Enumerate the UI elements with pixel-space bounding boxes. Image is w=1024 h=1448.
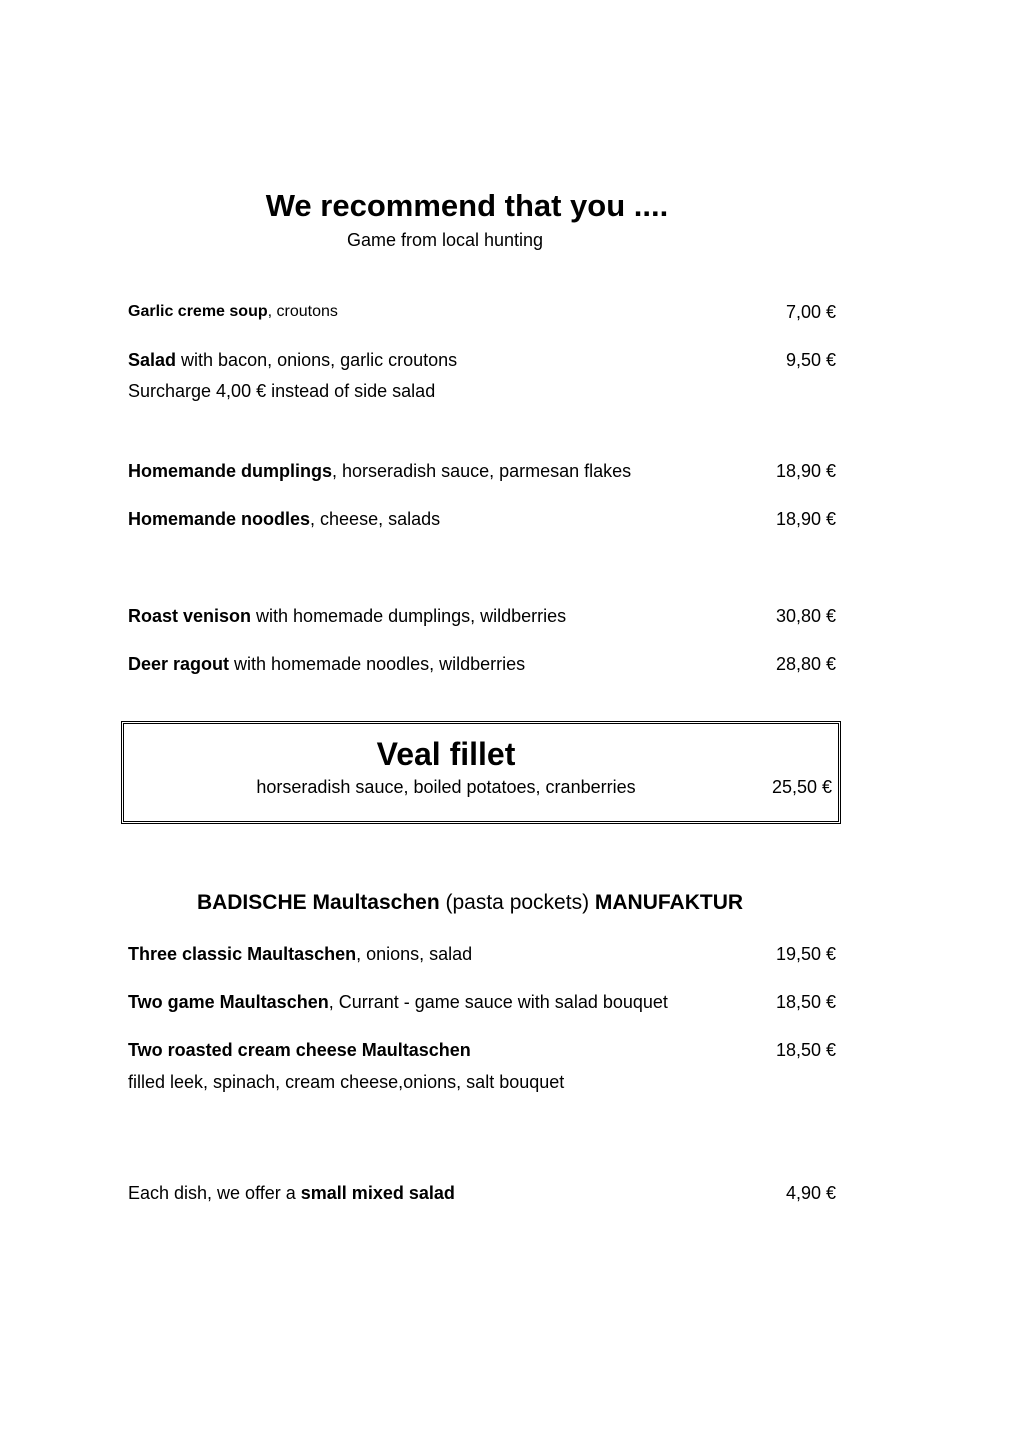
dish-price: 19,50 € <box>775 944 836 964</box>
menu-item-text <box>128 941 472 967</box>
dish-price: 18,90 € <box>775 509 836 529</box>
maultaschen-section-heading <box>0 888 940 918</box>
menu-item-classic-maultaschen <box>128 941 836 967</box>
menu-item-text <box>128 1180 455 1206</box>
page-subtitle: Game from local hunting <box>346 230 544 250</box>
dish-price: 30,80 € <box>775 606 836 626</box>
heading-plain-part: (pasta pockets) <box>439 891 595 914</box>
menu-item-text <box>128 506 440 532</box>
menu-item-text <box>128 1037 471 1063</box>
menu-item-text <box>128 603 566 629</box>
dish-name: Salad <box>128 350 177 370</box>
dish-name: Homemande dumplings <box>128 461 333 481</box>
dish-description: , horseradish sauce, parmesan flakes <box>332 461 632 481</box>
dish-name: Roast venison <box>128 606 252 626</box>
dish-price: 28,80 € <box>775 654 836 674</box>
dish-price: 18,50 € <box>775 992 836 1012</box>
menu-item-text <box>128 989 668 1015</box>
heading-bold-part: MANUFAKTUR <box>594 891 744 914</box>
dish-name: Two game Maultaschen <box>128 992 329 1012</box>
dish-description: , onions, salad <box>356 944 473 964</box>
dish-name: Three classic Maultaschen <box>128 944 357 964</box>
dish-name: Two roasted cream cheese Maultaschen <box>128 1040 471 1060</box>
special-dish-price: 25,50 € <box>771 777 832 797</box>
dish-description: with homemade dumplings, wildberries <box>251 606 567 626</box>
dish-name: small mixed salad <box>300 1183 455 1203</box>
dish-price: 7,00 € <box>785 302 836 322</box>
dish-description: , croutons <box>267 303 338 320</box>
dish-name: Garlic creme soup <box>128 303 268 320</box>
menu-item-text <box>128 458 631 484</box>
menu-item-dumplings <box>128 458 836 484</box>
menu-item-text <box>128 299 338 325</box>
menu-item-game-maultaschen <box>128 989 836 1015</box>
page-title: We recommend that you .... <box>265 188 669 223</box>
menu-item-venison <box>128 603 836 629</box>
menu-item-side-salad <box>128 1180 836 1206</box>
special-dish-title: Veal fillet <box>376 736 516 772</box>
dish-price: 4,90 € <box>785 1183 836 1203</box>
dish-description: , cheese, salads <box>310 509 441 529</box>
dish-description: with homemade noodles, wildberries <box>229 654 526 674</box>
menu-item-text <box>128 651 525 677</box>
menu-item-soup <box>128 299 836 325</box>
dish-price: 18,90 € <box>775 461 836 481</box>
special-dish-box <box>121 721 841 824</box>
heading-bold-part: BADISCHE Maultaschen <box>196 891 440 914</box>
dish-description: with bacon, onions, garlic croutons <box>176 350 458 370</box>
salad-surcharge-note: Surcharge 4,00 € instead of side salad <box>128 381 436 401</box>
side-salad-prefix: Each dish, we offer a <box>128 1183 301 1203</box>
menu-item-ragout <box>128 651 836 677</box>
cheese-maultaschen-description: filled leek, spinach, cream cheese,onions, salt bouquet <box>128 1072 565 1092</box>
dish-description: , Currant - game sauce with salad bouquet <box>328 992 668 1012</box>
dish-price: 18,50 € <box>775 1040 836 1060</box>
dish-price: 9,50 € <box>785 350 836 370</box>
special-dish-description: horseradish sauce, boiled potatoes, cranberries <box>256 777 636 797</box>
menu-item-text <box>128 347 457 373</box>
menu-item-cheese-maultaschen <box>128 1037 836 1063</box>
dish-name: Homemande noodles <box>128 509 311 529</box>
menu-item-noodles <box>128 506 836 532</box>
menu-item-salad <box>128 347 836 373</box>
dish-name: Deer ragout <box>128 654 230 674</box>
